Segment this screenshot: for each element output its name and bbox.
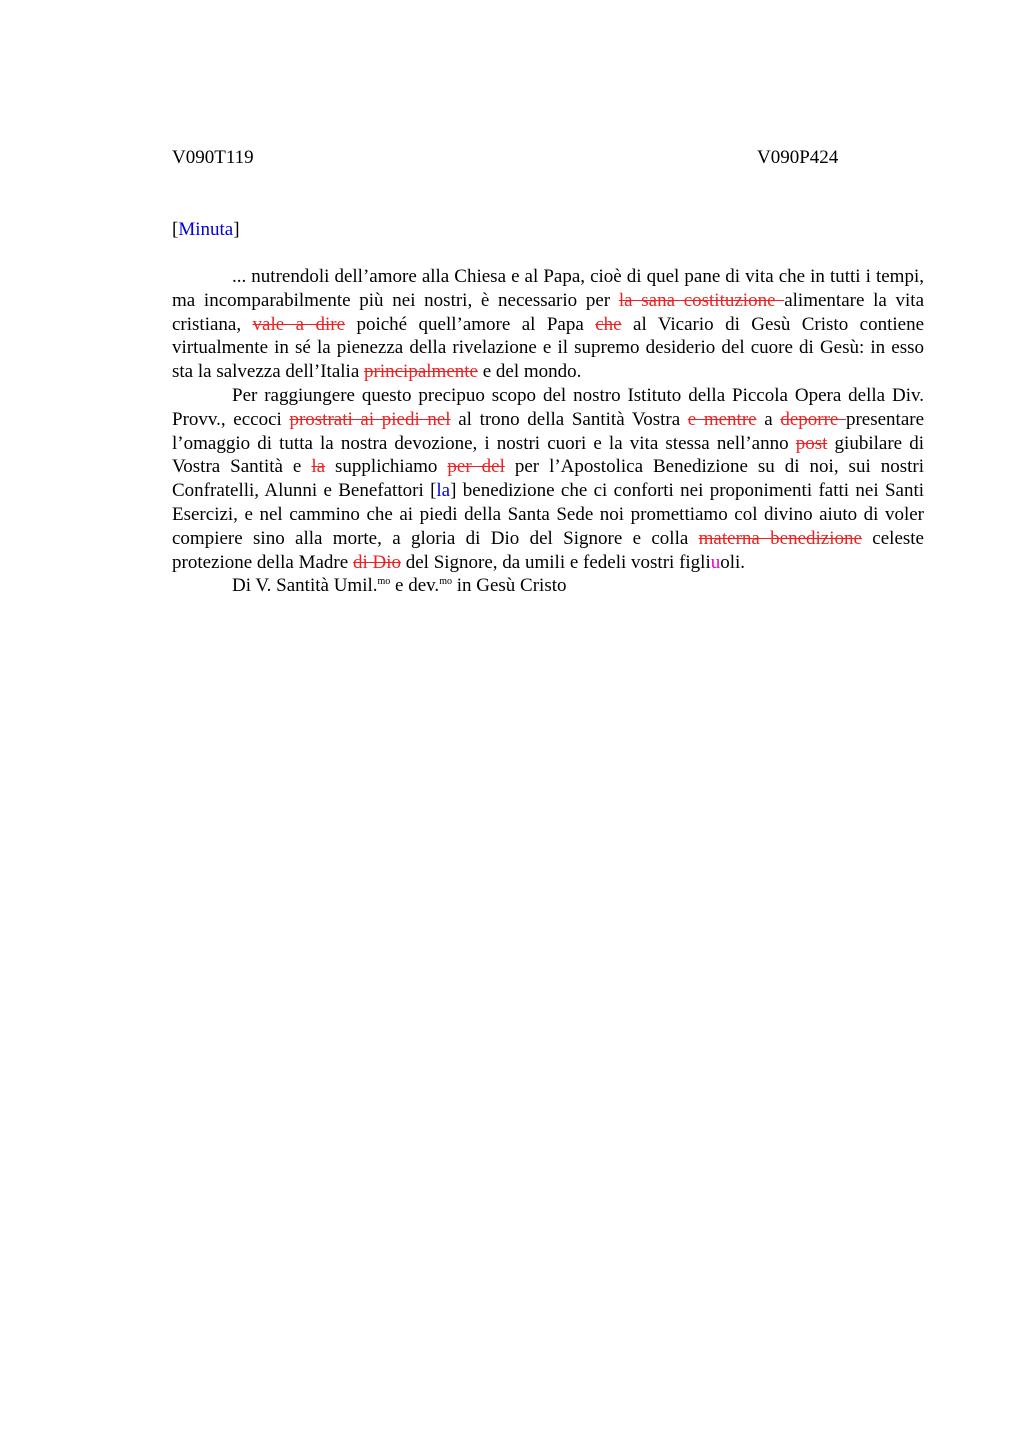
p2-text-3: a	[756, 408, 781, 430]
p2-text-5: giubilare di Vostra Santità e	[172, 432, 924, 478]
p2-deletion-2: e mentre	[687, 408, 757, 430]
p2-deletion-1: prostrati ai piedi nel	[289, 408, 451, 430]
document-code-left: V090T119	[172, 147, 254, 168]
closing-text-3: in Gesù Cristo	[451, 575, 567, 597]
paragraph-1	[172, 265, 924, 384]
p2-deletion-3: deporre	[780, 408, 846, 430]
p2-text-1: Per raggiungere questo precipuo scopo del nostro Istituto della Piccola Opera della Div. Provv., eccoci	[172, 384, 924, 430]
p1-text-4: al Vicario di Gesù Cristo contiene virtualmente in sé la pienezza della rivelazione e il supremo desiderio del cuore di Gesù: in esso sta la salvezza dell’Italia	[172, 313, 924, 383]
document-code-right: V090P424	[757, 147, 839, 168]
p1-text-3: poiché quell’amore al Papa	[345, 313, 596, 335]
p2-text-11: oli.	[720, 551, 746, 573]
letter-body	[172, 265, 924, 598]
p1-deletion-4: principalmente	[364, 361, 478, 383]
p2-correction-mark: u	[710, 551, 721, 573]
p2-text-7: per l’Apostolica Benedizione su di noi, sui nostri Confratelli, Alunni e Benefattori	[172, 456, 924, 502]
p2-text-9: celeste protezione della Madre	[172, 527, 924, 573]
p1-text-5: e del mondo.	[477, 361, 582, 383]
p1-deletion-1: la sana costituzione	[618, 289, 785, 311]
p2-deletion-6: per del	[447, 456, 505, 478]
p1-deletion-2: vale a dire	[252, 313, 346, 335]
paragraph-2	[172, 384, 924, 574]
p2-deletion-5: la	[311, 456, 326, 478]
label-bracket-close: ]	[233, 219, 240, 240]
p1-text-1: ... nutrendoli dell’amore alla Chiesa e al Papa, cioè di quel pane di vita che in tutti i tempi, ma incomparabilmente più nei nostri, è necessario per	[172, 266, 924, 311]
p2-deletion-7: materna benedizione	[698, 527, 862, 549]
closing-superscript-2: mo	[439, 576, 452, 588]
p2-deletion-8: di Dio	[352, 551, 401, 573]
p2-text-8: benedizione che ci conforti nei proponimenti fatti nei Santi Esercizi, e nel cammino che ai piedi della Santa Sede noi promettiamo col divino aiuto di voler compiere sino alla morte, a gloria di Dio del Signore e colla	[172, 480, 924, 549]
p2-deletion-4: post	[795, 432, 828, 454]
p2-text-2: al trono della Santità Vostra	[450, 408, 688, 430]
p2-text-10: del Signore, da umili e fedeli vostri figli	[400, 551, 711, 573]
closing-text-1: Di V. Santità Umil.	[232, 575, 378, 597]
p2-editorial-insert: la	[436, 480, 451, 502]
label-text: Minuta	[178, 219, 234, 240]
p2-bracket-open: [	[430, 480, 437, 502]
p1-text-2: alimentare la vita cristiana,	[172, 289, 924, 335]
closing-text-2: e dev.	[390, 575, 440, 597]
p2-text-6: supplichiamo	[325, 456, 448, 478]
p1-deletion-3: che	[595, 313, 622, 335]
closing-line	[172, 574, 924, 598]
p2-text-4: presentare l’omaggio di tutta la nostra devozione, i nostri cuori e la vita stessa nell’anno	[172, 408, 925, 454]
closing-superscript-1: mo	[377, 576, 391, 588]
p2-bracket-close: ]	[450, 480, 457, 502]
label-bracket-open: [	[172, 219, 179, 240]
document-label	[172, 218, 240, 242]
